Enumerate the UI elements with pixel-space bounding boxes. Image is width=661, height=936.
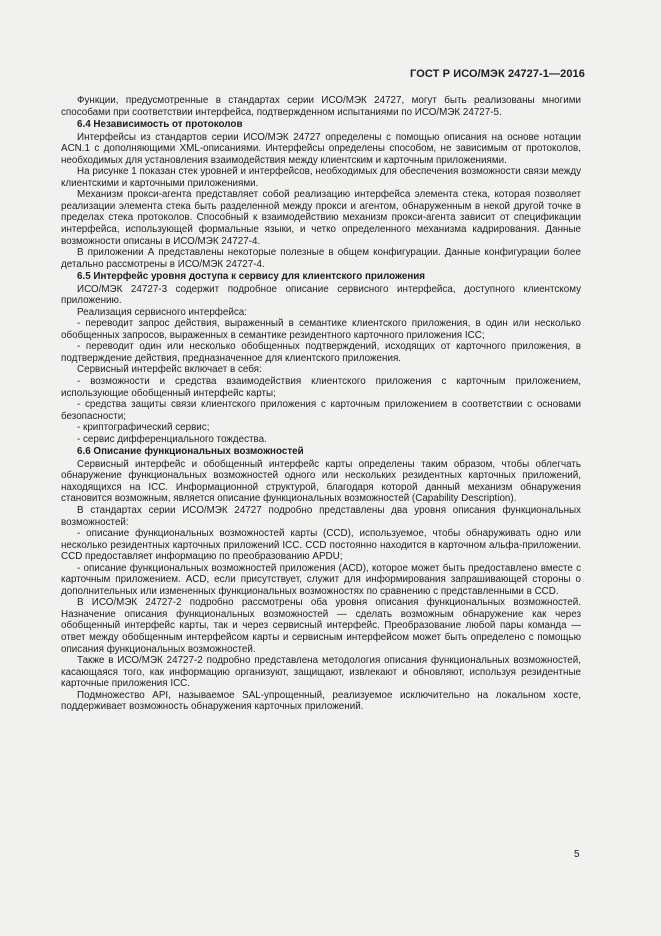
page-number: 5 (574, 849, 580, 860)
paragraph: Реализация сервисного интерфейса: (77, 306, 248, 318)
list-item: - переводит один или несколько обобщенных подтверждений, исходящих от карточного приложения, в подтверждение действия, предназначенное для клиентского приложения. (61, 341, 581, 364)
paragraph: В приложении А представлены некоторые полезные в общем конфигурации. Данные конфигурации более детально рассмотрены в ИСО/МЭК 24727-4. (61, 247, 581, 270)
paragraph: ИСО/МЭК 24727-3 содержит подробное описание сервисного интерфейса, доступного клиентскому приложению. (61, 283, 581, 307)
paragraph: Сервисный интерфейс и обобщенный интерфейс карты определены таким образом, чтобы облегчать обнаружение функциональных возможностей одного или нескольких резидентных карточных приложений, находящихся на ICC. Информационной структурой, благодаря которой данный механизм обнаружения становится возможным, является описание функциональных возможностей (Capability Description). (61, 458, 581, 505)
section-6-4-heading: 6.4 Независимость от протоколов (77, 119, 243, 131)
list-item: - криптографический сервис; (77, 422, 210, 434)
paragraph: Механизм прокси-агента представляет собой реализацию интерфейса элемента стека, которая позволяет реализации элемента стека быть разделенной между прокси и агентом, обнаруженным в некой другой точке в пределах стека протоколов. Способный к взаимодействию механизм прокси-агента зависит от спецификации интерфейса, использующей формальные языки, и четко определенного механизма кадрирования. Данные возможности описаны в ИСО/МЭК 24727-4. (61, 189, 581, 247)
paragraph: Сервисный интерфейс включает в себя: (77, 364, 262, 376)
document-body (61, 95, 581, 713)
paragraph: В стандартах серии ИСО/МЭК 24727 подробно представлены два уровня описания функциональных возможностей: (61, 505, 581, 528)
paragraph: В ИСО/МЭК 24727-2 подробно рассмотрены оба уровня описания функциональных возможностей. Назначение описания функциональных возможностей — сделать возможным обнаружение как через обобщенный интерфейс карты, так и через сервисный интерфейс. Преобразование любой пары команда — ответ между обобщенным интерфейсом карты и сервисным интерфейсом может быть определено с помощью описания функциональных возможностей. (61, 597, 581, 655)
section-6-5-heading: 6.5 Интерфейс уровня доступа к сервису для клиентского приложения (77, 271, 426, 283)
intro-paragraph: Функции, предусмотренные в стандартах серии ИСО/МЭК 24727, могут быть реализованы многими способами при соответствии интерфейса, подтвержденном испытаниями по ИСО/МЭК 24727-5. (61, 95, 581, 118)
list-item: - сервис дифференциального тождества. (77, 433, 267, 445)
list-item: - переводит запрос действия, выраженный в семантике клиентского приложения, в один или несколько обобщенных запросов, выраженных в семантике резидентного карточного приложения ICC; (61, 318, 581, 341)
paragraph: Также в ИСО/МЭК 24727-2 подробно представлена методология описания функциональных возможностей, касающаяся того, как информацию организуют, защищают, извлекают и обновляют, используя резидентные карточные приложения ICC. (61, 655, 581, 690)
section-6-6-heading: 6.6 Описание функциональных возможностей (77, 446, 304, 458)
document-header: ГОСТ Р ИСО/МЭК 24727-1—2016 (410, 68, 585, 80)
list-item: - возможности и средства взаимодействия клиентского приложения с карточным приложением, использующие обобщенный интерфейс карты; (61, 376, 581, 399)
list-item: - средства защиты связи клиентского приложения с карточным приложением в соответствии с основами безопасности; (61, 399, 581, 422)
list-item: - описание функциональных возможностей карты (CCD), используемое, чтобы обнаруживать одно или несколько резидентных карточных приложений ICC. CCD постоянно находится в карточном альфа-приложении. CCD предоставляет информацию по преобразованию APDU; (61, 528, 581, 563)
paragraph: На рисунке 1 показан стек уровней и интерфейсов, необходимых для обеспечения возможности связи между клиентскими и карточными приложениями. (61, 166, 581, 189)
paragraph: Подмножество API, называемое SAL-упрощенный, реализуемое исключительно на локальном хосте, поддерживает возможность обнаружения карточных приложений. (61, 689, 581, 713)
list-item: - описание функциональных возможностей приложения (ACD), которое может быть предоставлено вместе с карточным приложением. ACD, если присутствует, служит для информирования запрашивающей стороны о дополнительных или измененных функциональных возможностях по сравнению с представленными в CCD. (61, 562, 581, 597)
paragraph: Интерфейсы из стандартов серии ИСО/МЭК 24727 определены с помощью описания на основе нотации ACN.1 с дополняющими XML-описаниями. Интерфейсы определены способом, не зависимым от протоколов, необходимых для установления взаимодействия между клиентским и карточным приложениями. (61, 131, 581, 166)
